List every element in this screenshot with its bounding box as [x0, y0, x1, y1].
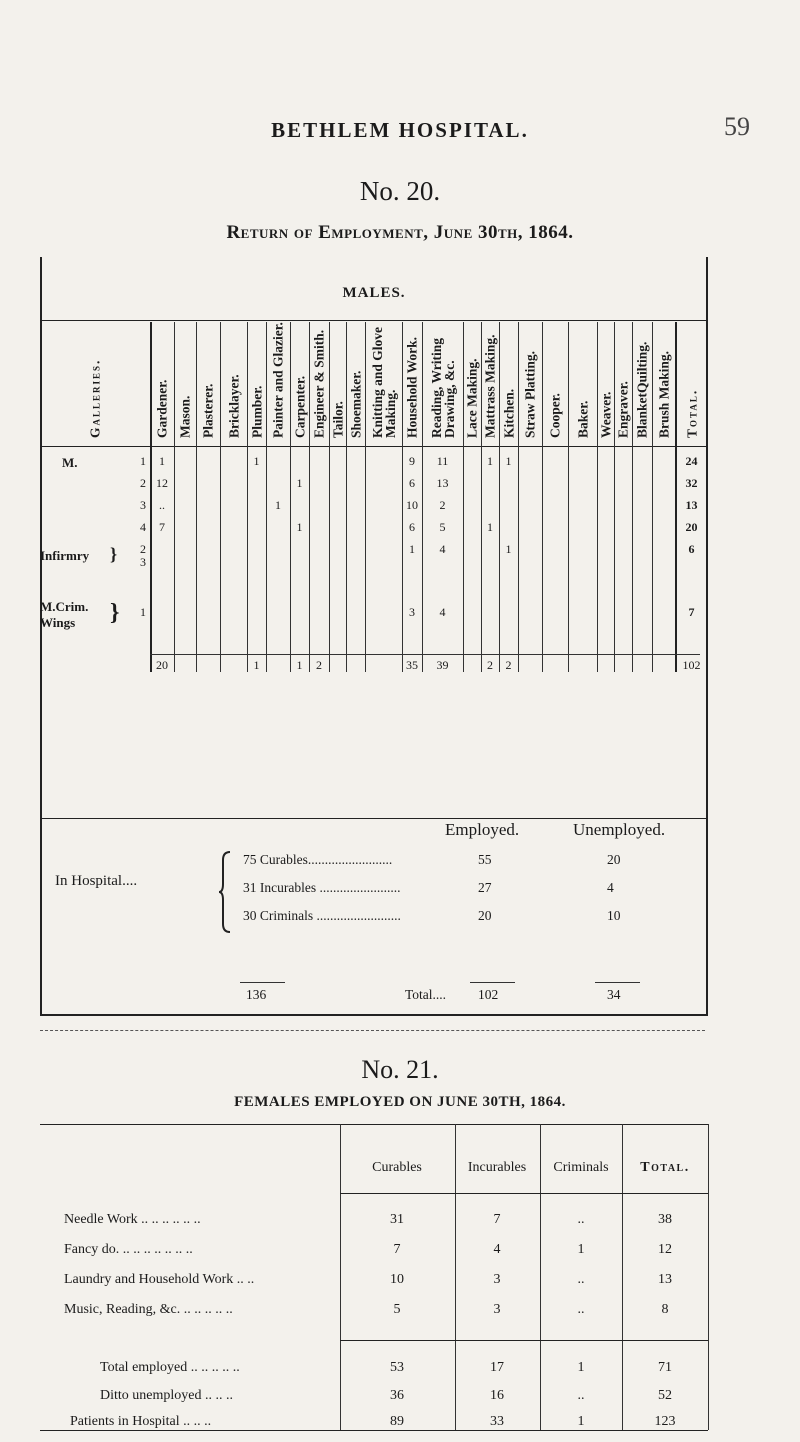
summary-line-unemployed: 10 [607, 908, 621, 923]
gallery-number: 1 [140, 454, 146, 468]
total-cell-household: 35 [406, 658, 418, 672]
summary-unemployed-heading: Unemployed. [573, 820, 666, 839]
table-cell-reading: 4 [439, 605, 446, 619]
table21-header: Incurables [467, 1160, 527, 1175]
column-header-11 [369, 326, 398, 440]
table21-row-label: Patients in Hospital .. .. .. [70, 1414, 212, 1429]
summary-line-label: 31 Incurables ........................ [243, 880, 401, 895]
table21-row-label: Fancy do. .. .. .. .. .. .. .. [64, 1242, 193, 1257]
table21-cell: 123 [654, 1414, 676, 1429]
gallery-number: 4 [140, 520, 146, 534]
column-header-label: Straw Platting. [522, 351, 538, 438]
column-header-19 [572, 330, 594, 440]
running-head: BETHLEM HOSPITAL. [271, 118, 529, 142]
column-header-label: BlanketQuilting. [634, 341, 650, 438]
table21-cell: .. [577, 1272, 585, 1287]
column-header-label: Engraver. [615, 381, 631, 438]
table21-cell: 3 [493, 1272, 501, 1287]
column-header-6 [267, 322, 289, 440]
column-header-label: Bricklayer. [226, 374, 241, 438]
table21-cell: 52 [658, 1388, 672, 1403]
table21-cell: 89 [390, 1414, 404, 1429]
column-header-label: Painter and Glazier. [270, 322, 286, 438]
column-header-label: Gardener. [154, 379, 170, 438]
column-rule [309, 322, 310, 672]
column-rule [290, 322, 291, 672]
table20-title: No. 20. [359, 176, 441, 206]
table21-cell: 53 [390, 1360, 404, 1375]
table-cell-total: 7 [688, 605, 695, 619]
table21-cell: 5 [393, 1302, 401, 1317]
total-cell-gardener: 20 [156, 658, 168, 672]
table-cell-household: 3 [409, 605, 415, 619]
column-rule [220, 322, 221, 672]
table21-bottom-rule [40, 1430, 708, 1431]
table21-cell: .. [577, 1212, 585, 1227]
table21-cell: .. [577, 1388, 585, 1403]
page-number: 59 [724, 112, 750, 141]
table20-subtitle: Return of Employment, June 30th, 1864. [226, 222, 574, 243]
column-header-label: Weaver. [598, 391, 613, 438]
column-rule [675, 322, 677, 672]
column-rule [365, 322, 366, 672]
column-header-label: Shoemaker. [348, 370, 363, 438]
table21-subtitle: FEMALES EMPLOYED ON JUNE 30TH, 1864. [234, 1094, 566, 1110]
table21-cell: 16 [490, 1388, 504, 1403]
males-heading: MALES. [342, 285, 406, 301]
column-header-label: Lace Making. [464, 358, 480, 438]
table21-cell: .. [577, 1302, 585, 1317]
column-header-17 [519, 330, 541, 440]
column-rule [518, 322, 519, 672]
table21-top-rule [40, 1124, 708, 1125]
column-rule [196, 322, 197, 672]
row-label-m: M. [62, 455, 78, 470]
column-header-3 [197, 330, 219, 440]
column-header-16 [498, 330, 520, 440]
table-cell-household: 10 [406, 498, 418, 512]
summary-total-unemployed: 34 [607, 987, 621, 1002]
table-cell-plumber: 1 [253, 454, 260, 468]
totals-rule [150, 654, 700, 655]
table21-cell: 13 [658, 1272, 672, 1287]
total-cell-total: 102 [682, 658, 701, 672]
table21-header: Criminals [553, 1160, 609, 1175]
column-rule [481, 322, 482, 672]
table21-cell: 12 [658, 1242, 672, 1257]
in-hospital-label: In Hospital.... [55, 873, 138, 889]
summary-total-label: Total.... [405, 987, 447, 1002]
summary-line-label: 30 Criminals ......................... [243, 908, 401, 923]
table-cell-mattrass: 1 [487, 454, 493, 468]
summary-line-unemployed: 4 [607, 880, 614, 895]
table-cell-kitchen: 1 [505, 454, 512, 468]
header-top-rule [40, 320, 708, 321]
column-rule [652, 322, 653, 672]
table21-row-label: Laundry and Household Work .. .. [64, 1272, 255, 1287]
table-cell-mattrass: 1 [487, 520, 493, 534]
table21-cell: 7 [493, 1212, 501, 1227]
column-header-2 [174, 330, 196, 440]
column-rule [542, 322, 543, 672]
summary-total-employed: 102 [478, 987, 499, 1002]
table21-row-label: Total employed .. .. .. .. .. [100, 1360, 240, 1375]
gallery-number: 2 [140, 542, 146, 556]
gallery-number: 3 [140, 555, 146, 569]
table-cell-reading: 4 [439, 542, 446, 556]
total-cell-kitchen: 2 [505, 658, 512, 672]
column-header-label: Baker. [575, 400, 590, 438]
column-rule [329, 322, 330, 672]
table-cell-reading: 13 [436, 476, 449, 490]
table21-cell: 36 [390, 1388, 404, 1403]
table-cell-carpenter: 1 [296, 520, 303, 534]
column-header-label: Tailor. [330, 401, 345, 438]
column-header-13 [428, 330, 457, 440]
table21-header: Curables [372, 1160, 422, 1175]
table21-cell: 7 [393, 1242, 401, 1257]
table-cell-gardener: 7 [159, 520, 165, 534]
column-header-24 [681, 330, 703, 440]
header-bottom-rule [40, 446, 708, 447]
column-header-label: Galleries. [87, 358, 103, 438]
column-header-label: Knitting and Glove Making. [369, 326, 398, 438]
total-cell-plumber: 1 [253, 658, 260, 672]
row-label-infirmary: Infirmry [40, 548, 90, 563]
summary-rule-count [240, 982, 285, 983]
mcrim-brace: } [110, 600, 120, 626]
gallery-number: 1 [140, 605, 146, 619]
table-cell-household: 1 [409, 542, 415, 556]
table-cell-kitchen: 1 [505, 542, 512, 556]
column-header-12 [401, 330, 423, 440]
total-cell-reading: 39 [436, 658, 449, 672]
gallery-number: 3 [140, 498, 146, 512]
table21-cell: 4 [493, 1242, 501, 1257]
column-header-1 [151, 330, 173, 440]
table-cell-carpenter: 1 [296, 476, 303, 490]
column-rule [597, 322, 598, 672]
column-rule [247, 322, 248, 672]
column-header-18 [544, 330, 566, 440]
column-rule [568, 322, 569, 672]
summary-total-count: 136 [246, 987, 267, 1002]
section-divider [40, 1030, 705, 1031]
column-rule [499, 322, 500, 672]
row-label-mcrim-2: Wings [40, 615, 76, 630]
column-header-label: Mason. [177, 395, 193, 438]
column-header-label: Kitchen. [501, 388, 516, 438]
table-cell-reading: 11 [436, 454, 449, 468]
summary-line-employed: 27 [478, 880, 492, 895]
table21-cell: 1 [577, 1242, 585, 1257]
total-cell-carpenter: 1 [296, 658, 303, 672]
column-header-0 [84, 330, 106, 440]
in-hospital-brace [218, 850, 232, 934]
column-header-label: Reading, Writing Drawing, &c. [428, 337, 457, 438]
table21-cell: 71 [658, 1360, 672, 1375]
table-cell-total: 13 [685, 498, 698, 512]
row-label-mcrim-1: M.Crim. [40, 599, 89, 614]
column-header-label: Cooper. [547, 393, 563, 438]
table-cell-total: 24 [685, 454, 698, 468]
summary-line-unemployed: 20 [607, 852, 621, 867]
column-header-label: Carpenter. [292, 375, 307, 438]
column-rule [632, 322, 633, 672]
summary-rule-employed [470, 982, 515, 983]
column-header-label: Plumber. [249, 385, 264, 438]
table21-cell: 1 [577, 1360, 585, 1375]
column-rule [266, 322, 267, 672]
table-cell-painter: 1 [275, 498, 281, 512]
column-header-4 [223, 330, 245, 440]
table21-cell: 1 [577, 1414, 585, 1429]
column-header-label: Household Work. [404, 336, 420, 438]
summary-top-rule [40, 818, 708, 819]
table21-cell: 38 [658, 1212, 672, 1227]
table21-col-1 [340, 1124, 341, 1430]
column-rule [614, 322, 615, 672]
table-cell-household: 6 [409, 476, 415, 490]
summary-line-employed: 55 [478, 852, 492, 867]
table-cell-gardener: .. [159, 498, 165, 512]
table21-row-label: Music, Reading, &c. .. .. .. .. .. [64, 1302, 233, 1317]
column-header-23 [653, 330, 675, 440]
total-cell-engineer: 2 [316, 658, 322, 672]
table21-cell: 31 [390, 1212, 404, 1227]
table-cell-total: 6 [688, 542, 695, 556]
table-cell-household: 6 [409, 520, 415, 534]
table-cell-gardener: 1 [159, 454, 165, 468]
table21-header: Total. [640, 1160, 690, 1175]
table-cell-gardener: 12 [156, 476, 168, 490]
table21-cell: 17 [490, 1360, 504, 1375]
column-rule [346, 322, 347, 672]
table-cell-reading: 2 [439, 498, 446, 512]
table21-cell: 3 [493, 1302, 501, 1317]
column-header-label: Mattrass Making. [482, 334, 498, 438]
table21-row-label: Needle Work .. .. .. .. .. .. [64, 1212, 201, 1227]
summary-employed-heading: Employed. [445, 820, 520, 839]
table-cell-total: 20 [685, 520, 698, 534]
table21-row-label: Ditto unemployed .. .. .. [100, 1388, 233, 1403]
table21-header-rule [340, 1193, 708, 1194]
gallery-number: 2 [140, 476, 146, 490]
column-rule [174, 322, 175, 672]
table-cell-reading: 5 [439, 520, 446, 534]
table-cell-household: 9 [409, 454, 415, 468]
column-header-label: Plasterer. [200, 383, 216, 438]
table21-cell: 8 [661, 1302, 669, 1317]
column-header-label: Brush Making. [656, 350, 671, 438]
table21-title: No. 21. [361, 1055, 439, 1084]
summary-line-employed: 20 [478, 908, 492, 923]
column-header-label: Engineer & Smith. [311, 329, 327, 438]
table21-cell: 33 [490, 1414, 504, 1429]
column-header-5 [246, 330, 268, 440]
table21-cell: 10 [390, 1272, 404, 1287]
summary-line-label: 75 Curables......................... [243, 852, 393, 867]
column-rule [463, 322, 464, 672]
column-header-10 [345, 330, 367, 440]
column-header-22 [631, 330, 653, 440]
infirmary-brace: } [110, 544, 118, 564]
summary-rule-unemployed [595, 982, 640, 983]
column-header-label: Total. [684, 388, 699, 438]
table21-subtotal-rule [340, 1340, 708, 1341]
table-cell-total: 32 [685, 476, 698, 490]
total-cell-mattrass: 2 [487, 658, 493, 672]
